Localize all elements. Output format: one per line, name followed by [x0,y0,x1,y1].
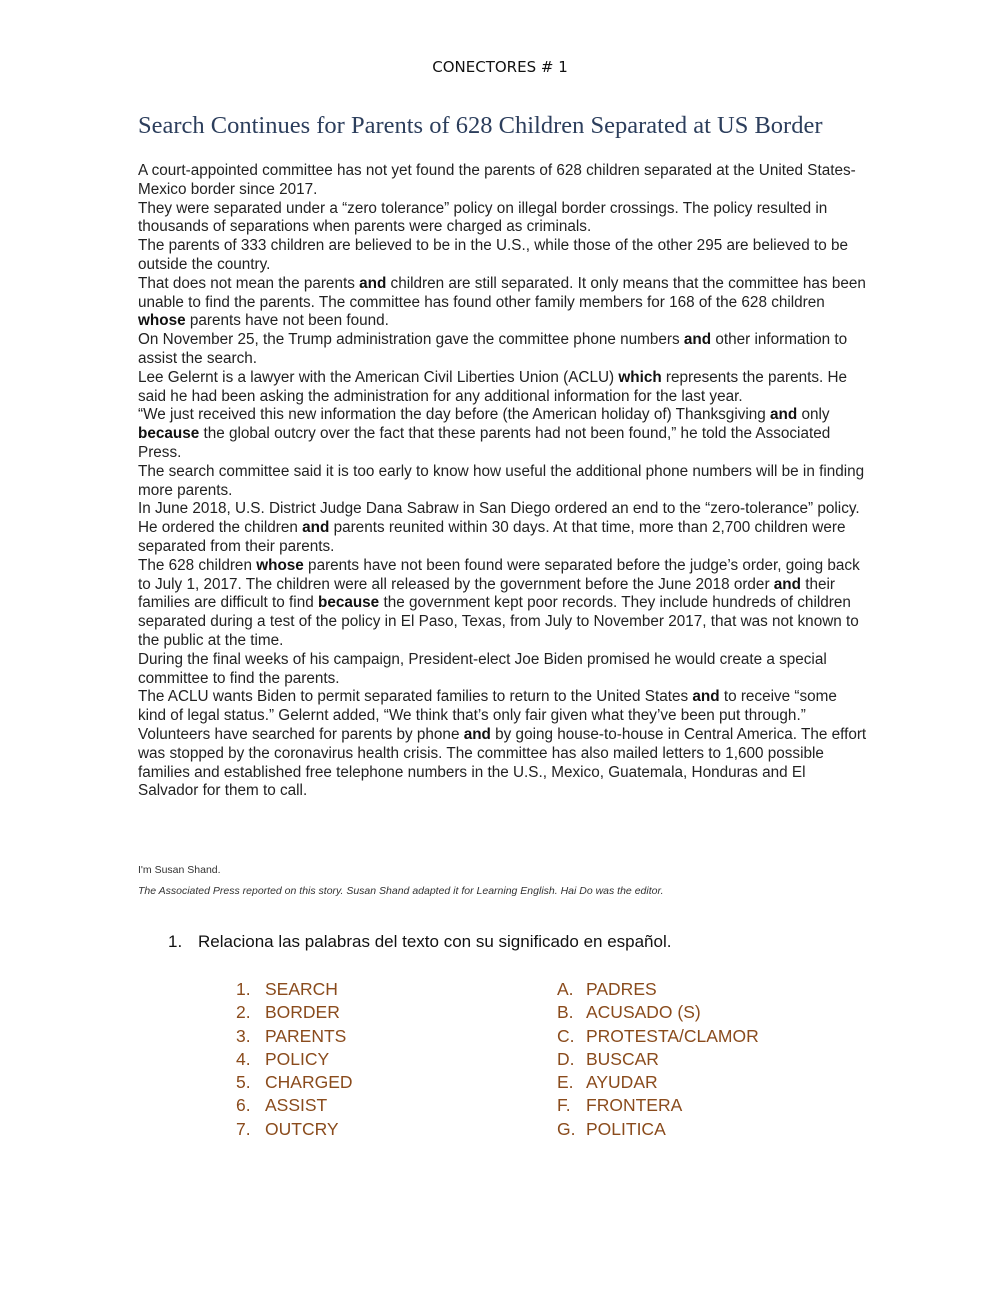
credit-line: The Associated Press reported on this story. Susan Shand adapted it for Learning English. Hai Do was the editor. [138,885,664,897]
text-run: That does not mean the parents [138,274,360,292]
text-run: only [797,406,830,424]
text-run: other information to assist the search. [138,331,848,367]
item-word: OUTCRY [265,1118,339,1139]
text-run: their families are difficult to find [138,575,836,612]
item-label: C. [557,1025,575,1046]
item-label: 2. [236,1002,251,1023]
connector-word: which [618,368,662,386]
connector-word: and [359,274,387,292]
spanish-word-item [557,1025,759,1048]
connector-word: and [302,519,330,537]
article-paragraph [138,463,868,501]
english-word-list [236,978,353,1141]
connector-word: and [773,575,801,593]
item-label: A. [557,979,574,999]
article-paragraph [138,688,868,726]
text-run: parents have not been found. [185,312,389,330]
item-label: B. [557,1002,574,1023]
article-body [138,162,868,801]
connector-word: and [770,406,798,424]
connector-word: and [692,688,720,706]
text-run: The 628 children [138,556,257,574]
item-label: G. [557,1118,576,1139]
text-run: parents reunited within 30 days. At that time, more than 2,700 children were separated from their parents. [138,519,846,555]
item-label: 5. [236,1072,251,1093]
english-word-item [236,1025,353,1048]
item-word: PARENTS [265,1025,347,1046]
spanish-word-list [557,978,759,1141]
english-word-item [236,1001,353,1024]
spanish-word-item [557,1001,759,1024]
text-run: They were separated under a “zero tolerance” policy on illegal border crossings. The policy resulted in thousands of separations when parents were charged as criminals. [138,199,828,236]
item-word: BUSCAR [586,1048,659,1069]
article-paragraph [138,500,868,556]
spanish-word-item [557,978,759,1001]
text-run: the global outcry over the fact that these parents had not been found,” he told the Associated Press. [138,425,831,461]
item-word: POLITICA [586,1118,666,1139]
article-paragraph [138,237,868,275]
english-word-item [236,978,353,1001]
text-run: children are still separated. It only means that the committee has been unable to find the parents. The committee has found other family members for 168 of the 628 children [138,274,866,311]
text-run: A court-appointed committee has not yet found the parents of 628 children separated at the United States-Mexico border since 2017. [138,162,856,198]
text-run: parents have not been found were separated before the judge’s order, going back to July 1, 2017. The children were all released by the government before the June 2018 order [138,556,860,593]
spanish-word-item [557,1071,759,1094]
article-paragraph [138,726,868,801]
item-word: FRONTERA [586,1095,683,1116]
english-word-item [236,1118,353,1141]
spanish-word-item [557,1048,759,1071]
connector-word: and [463,725,491,743]
spanish-word-item [557,1118,759,1141]
question-number: 1. [168,932,183,951]
item-word: PROTESTA/CLAMOR [586,1025,759,1046]
article-paragraph [138,200,868,238]
connector-word: whose [256,556,304,574]
connector-word: because [138,425,200,443]
text-run: represents the parents. He said he had been asking the administration for any additional information for the last year. [138,368,848,405]
item-word: AYUDAR [586,1072,658,1093]
spanish-word-item [557,1094,759,1117]
page-header: CONECTORES # 1 [432,58,568,76]
item-word: ASSIST [265,1095,328,1116]
text-run: Volunteers have searched for parents by phone [138,725,464,743]
text-run: by going house-to-house in Central America. The effort was stopped by the coronavirus health crisis. The committee has also mailed letters to 1,600 possible families and established free telephone numbers in the U.S., Mexico, Guatemala, Honduras and El Salvador for them to call. [138,725,867,800]
article-paragraph [138,557,868,651]
item-label: 7. [236,1118,251,1139]
item-word: POLICY [265,1048,330,1069]
question-text: Relaciona las palabras del texto con su significado en español. [198,932,672,951]
item-label: E. [557,1072,574,1093]
item-word: CHARGED [265,1072,353,1093]
english-word-item [236,1048,353,1071]
text-run: the government kept poor records. They include hundreds of children separated during a test of the policy in El Paso, Texas, from July to November 2017, that was not known to the public at the time. [138,594,859,649]
article-paragraph [138,651,868,689]
text-run: The parents of 333 children are believed to be in the U.S., while those of the other 295 are believed to be outside the country. [138,237,849,273]
item-word: PADRES [586,979,657,999]
article-paragraph [138,369,868,407]
text-run: During the final weeks of his campaign, President-elect Joe Biden promised he would create a special committee to find the parents. [138,650,827,687]
item-word: SEARCH [265,979,338,999]
english-word-item [236,1094,353,1117]
item-label: 1. [236,979,251,999]
item-word: ACUSADO (S) [586,1002,701,1023]
text-run: “We just received this new information the day before (the American holiday of) Thanksgiving [138,406,771,424]
article-paragraph [138,162,868,200]
text-run: On November 25, the Trump administration gave the committee phone numbers [138,331,684,349]
article-title: Search Continues for Parents of 628 Children Separated at US Border [138,112,823,139]
article-paragraph [138,275,868,331]
text-run: The ACLU wants Biden to permit separated families to return to the United States [138,688,693,706]
item-label: F. [557,1095,571,1116]
text-run: In June 2018, U.S. District Judge Dana Sabraw in San Diego ordered an end to the “zero-tolerance” policy. He ordered the children [138,500,860,537]
text-run: The search committee said it is too early to know how useful the additional phone numbers will be in finding more parents. [138,462,865,499]
article-paragraph [138,406,868,462]
item-label: 6. [236,1095,251,1116]
exercise-question [168,932,671,952]
connector-word: because [317,594,380,612]
signoff: I'm Susan Shand. [138,864,221,876]
connector-word: and [683,331,712,349]
text-run: Lee Gelernt is a lawyer with the American Civil Liberties Union (ACLU) [138,368,619,386]
article-paragraph [138,331,868,369]
item-label: 3. [236,1025,251,1046]
connector-word: whose [138,312,186,330]
text-run: to receive “some kind of legal status.” Gelernt added, “We think that’s only fair given what they’ve been put through.” [138,688,837,725]
item-label: D. [557,1048,575,1069]
item-word: BORDER [265,1002,340,1023]
item-label: 4. [236,1048,251,1069]
english-word-item [236,1071,353,1094]
